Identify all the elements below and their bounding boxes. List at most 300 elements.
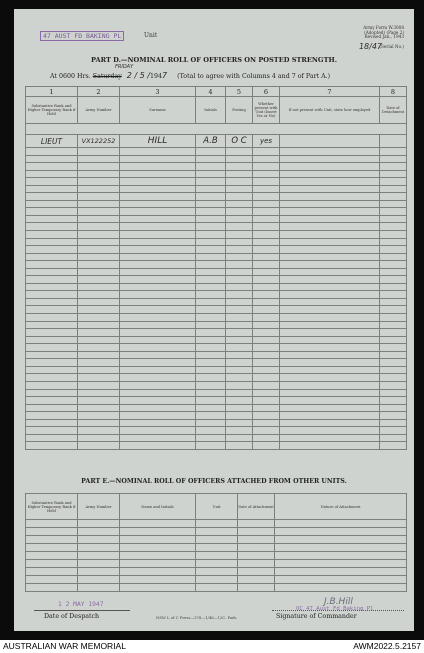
blank-cell bbox=[120, 389, 196, 397]
col-header: Nature of Attachment bbox=[275, 494, 407, 520]
year-printed: 194 bbox=[149, 73, 163, 80]
blank-row bbox=[26, 568, 407, 576]
blank-cell bbox=[26, 544, 78, 552]
blank-row bbox=[26, 170, 407, 178]
blank-cell bbox=[280, 298, 380, 306]
col-number: 6 bbox=[253, 87, 280, 97]
blank-cell bbox=[380, 434, 407, 442]
blank-cell bbox=[196, 148, 226, 156]
blank-cell bbox=[26, 193, 78, 201]
blank-cell bbox=[226, 276, 253, 284]
blank-cell bbox=[280, 238, 380, 246]
total-note: (Total to agree with Columns 4 and 7 of Part A.) bbox=[177, 73, 331, 80]
blank-cell bbox=[226, 155, 253, 163]
blank-cell bbox=[120, 321, 196, 329]
blank-cell bbox=[280, 381, 380, 389]
col-header: Army Number bbox=[78, 97, 120, 124]
blank-row bbox=[26, 336, 407, 344]
blank-cell bbox=[280, 276, 380, 284]
blank-cell bbox=[253, 412, 280, 420]
blank-cell bbox=[226, 404, 253, 412]
blank-cell bbox=[226, 351, 253, 359]
blank-cell bbox=[120, 261, 196, 269]
blank-cell bbox=[280, 404, 380, 412]
blank-row bbox=[26, 215, 407, 223]
blank-cell bbox=[226, 193, 253, 201]
year-hand: 7 bbox=[162, 71, 168, 80]
blank-cell bbox=[226, 344, 253, 352]
blank-cell bbox=[120, 366, 196, 374]
blank-cell bbox=[120, 520, 196, 528]
blank-row bbox=[26, 200, 407, 208]
blank-cell bbox=[196, 208, 226, 216]
blank-row bbox=[26, 576, 407, 584]
spacer-row bbox=[26, 124, 407, 135]
footer-left: AUSTRALIAN WAR MEMORIAL bbox=[3, 641, 126, 651]
blank-cell bbox=[78, 528, 120, 536]
blank-cell bbox=[253, 427, 280, 435]
blank-cell bbox=[120, 253, 196, 261]
blank-cell bbox=[26, 568, 78, 576]
blank-cell bbox=[380, 329, 407, 337]
form-id bbox=[363, 26, 404, 40]
blank-cell bbox=[280, 329, 380, 337]
blank-cell bbox=[253, 381, 280, 389]
blank-cell bbox=[120, 544, 196, 552]
blank-cell bbox=[26, 253, 78, 261]
blank-cell bbox=[120, 306, 196, 314]
blank-cell bbox=[253, 336, 280, 344]
blank-cell bbox=[380, 306, 407, 314]
blank-cell bbox=[226, 231, 253, 239]
entry-employment bbox=[280, 135, 380, 148]
blank-cell bbox=[275, 576, 407, 584]
blank-cell bbox=[78, 544, 120, 552]
blank-cell bbox=[226, 163, 253, 171]
blank-cell bbox=[78, 261, 120, 269]
blank-cell bbox=[26, 231, 78, 239]
blank-cell bbox=[78, 253, 120, 261]
blank-cell bbox=[196, 366, 226, 374]
blank-cell bbox=[238, 560, 275, 568]
blank-cell bbox=[120, 344, 196, 352]
blank-row bbox=[26, 193, 407, 201]
blank-cell bbox=[253, 434, 280, 442]
blank-cell bbox=[78, 366, 120, 374]
blank-cell bbox=[253, 155, 280, 163]
blank-cell bbox=[26, 528, 78, 536]
blank-cell bbox=[226, 427, 253, 435]
blank-cell bbox=[380, 351, 407, 359]
blank-cell bbox=[78, 283, 120, 291]
blank-row bbox=[26, 178, 407, 186]
blank-cell bbox=[26, 155, 78, 163]
blank-cell bbox=[238, 528, 275, 536]
blank-row bbox=[26, 321, 407, 329]
blank-row bbox=[26, 314, 407, 322]
blank-cell bbox=[120, 200, 196, 208]
blank-cell bbox=[238, 568, 275, 576]
blank-cell bbox=[380, 268, 407, 276]
blank-cell bbox=[226, 170, 253, 178]
blank-cell bbox=[280, 412, 380, 420]
blank-cell bbox=[78, 389, 120, 397]
blank-cell bbox=[226, 238, 253, 246]
blank-cell bbox=[78, 148, 120, 156]
blank-row bbox=[26, 520, 407, 528]
unit-stamp: 47 AUST FD BAKING PL bbox=[40, 31, 124, 41]
blank-cell bbox=[26, 434, 78, 442]
blank-cell bbox=[226, 246, 253, 254]
blank-row bbox=[26, 291, 407, 299]
form-id-line: Revised Jan., 1943 bbox=[364, 34, 404, 40]
blank-cell bbox=[380, 404, 407, 412]
blank-cell bbox=[380, 170, 407, 178]
blank-cell bbox=[280, 291, 380, 299]
blank-cell bbox=[196, 544, 238, 552]
blank-cell bbox=[78, 170, 120, 178]
entry-army-number: VX122252 bbox=[78, 135, 120, 148]
col-number: 3 bbox=[120, 87, 196, 97]
blank-cell bbox=[253, 170, 280, 178]
blank-cell bbox=[226, 442, 253, 450]
blank-cell bbox=[196, 231, 226, 239]
blank-cell bbox=[226, 374, 253, 382]
blank-cell bbox=[280, 397, 380, 405]
blank-cell bbox=[280, 155, 380, 163]
blank-cell bbox=[226, 419, 253, 427]
blank-cell bbox=[120, 359, 196, 367]
blank-cell bbox=[78, 155, 120, 163]
col-header: Surname bbox=[120, 97, 196, 124]
blank-cell bbox=[26, 170, 78, 178]
part-e-title: PART E.—NOMINAL ROLL OF OFFICERS ATTACHED FROM OTHER UNITS. bbox=[81, 478, 347, 485]
blank-cell bbox=[280, 223, 380, 231]
blank-cell bbox=[226, 200, 253, 208]
blank-cell bbox=[226, 321, 253, 329]
form-id-line: Army Form W.3008 bbox=[363, 25, 404, 30]
blank-row bbox=[26, 544, 407, 552]
blank-cell bbox=[253, 276, 280, 284]
blank-cell bbox=[253, 148, 280, 156]
blank-cell bbox=[26, 374, 78, 382]
col-header: Name and Initials bbox=[120, 494, 196, 520]
blank-cell bbox=[26, 276, 78, 284]
blank-cell bbox=[253, 291, 280, 299]
part-d-table bbox=[25, 86, 407, 450]
blank-cell bbox=[26, 283, 78, 291]
blank-cell bbox=[196, 238, 226, 246]
blank-cell bbox=[196, 291, 226, 299]
blank-cell bbox=[196, 185, 226, 193]
blank-cell bbox=[280, 185, 380, 193]
blank-cell bbox=[26, 185, 78, 193]
blank-cell bbox=[275, 552, 407, 560]
blank-cell bbox=[238, 536, 275, 544]
blank-row bbox=[26, 208, 407, 216]
blank-cell bbox=[26, 329, 78, 337]
blank-cell bbox=[120, 283, 196, 291]
blank-cell bbox=[280, 200, 380, 208]
blank-cell bbox=[196, 163, 226, 171]
blank-cell bbox=[120, 185, 196, 193]
blank-cell bbox=[196, 314, 226, 322]
blank-cell bbox=[78, 238, 120, 246]
blank-cell bbox=[226, 306, 253, 314]
form-page bbox=[14, 9, 414, 631]
blank-cell bbox=[253, 344, 280, 352]
blank-cell bbox=[253, 268, 280, 276]
blank-cell bbox=[120, 298, 196, 306]
col-header: Unit bbox=[196, 494, 238, 520]
blank-cell bbox=[196, 178, 226, 186]
blank-cell bbox=[120, 560, 196, 568]
blank-cell bbox=[120, 427, 196, 435]
blank-cell bbox=[238, 576, 275, 584]
blank-cell bbox=[78, 208, 120, 216]
blank-cell bbox=[253, 321, 280, 329]
blank-cell bbox=[78, 215, 120, 223]
blank-row bbox=[26, 351, 407, 359]
blank-row bbox=[26, 366, 407, 374]
blank-cell bbox=[253, 215, 280, 223]
blank-cell bbox=[380, 374, 407, 382]
blank-cell bbox=[78, 568, 120, 576]
blank-cell bbox=[380, 178, 407, 186]
blank-cell bbox=[253, 366, 280, 374]
blank-cell bbox=[253, 208, 280, 216]
blank-row bbox=[26, 552, 407, 560]
blank-cell bbox=[120, 584, 196, 592]
blank-cell bbox=[196, 246, 226, 254]
blank-cell bbox=[253, 223, 280, 231]
blank-cell bbox=[280, 374, 380, 382]
blank-cell bbox=[26, 560, 78, 568]
blank-cell bbox=[380, 163, 407, 171]
blank-cell bbox=[280, 208, 380, 216]
blank-cell bbox=[78, 404, 120, 412]
blank-cell bbox=[196, 223, 226, 231]
blank-cell bbox=[196, 261, 226, 269]
blank-row bbox=[26, 427, 407, 435]
blank-row bbox=[26, 560, 407, 568]
blank-cell bbox=[196, 397, 226, 405]
blank-cell bbox=[26, 366, 78, 374]
blank-cell bbox=[196, 321, 226, 329]
blank-cell bbox=[26, 427, 78, 435]
blank-cell bbox=[120, 536, 196, 544]
despatch-date-stamp: 1 2 MAY 1947 bbox=[58, 601, 104, 608]
blank-cell bbox=[78, 329, 120, 337]
blank-cell bbox=[78, 298, 120, 306]
blank-cell bbox=[380, 253, 407, 261]
printer-line: NSW L of C Press—378—1/46—12C. Pads bbox=[156, 615, 237, 620]
blank-cell bbox=[196, 434, 226, 442]
blank-cell bbox=[120, 223, 196, 231]
blank-cell bbox=[120, 291, 196, 299]
blank-cell bbox=[26, 178, 78, 186]
blank-cell bbox=[26, 576, 78, 584]
col-header: Posting bbox=[226, 97, 253, 124]
form-id-line: (Adopted) (Page 2) bbox=[364, 29, 404, 35]
blank-cell bbox=[280, 321, 380, 329]
col-number: 8 bbox=[380, 87, 407, 97]
blank-row bbox=[26, 374, 407, 382]
blank-cell bbox=[196, 404, 226, 412]
part-d-title: PART D.—NOMINAL ROLL OF OFFICERS ON POSTED STRENGTH. bbox=[90, 56, 337, 64]
blank-cell bbox=[253, 283, 280, 291]
blank-cell bbox=[78, 306, 120, 314]
blank-cell bbox=[280, 306, 380, 314]
blank-cell bbox=[275, 544, 407, 552]
blank-cell bbox=[226, 359, 253, 367]
blank-cell bbox=[120, 568, 196, 576]
blank-cell bbox=[120, 314, 196, 322]
struck-day: Saturday bbox=[92, 73, 122, 80]
blank-cell bbox=[78, 344, 120, 352]
blank-cell bbox=[26, 291, 78, 299]
blank-cell bbox=[380, 261, 407, 269]
blank-cell bbox=[253, 359, 280, 367]
blank-cell bbox=[275, 560, 407, 568]
blank-row bbox=[26, 163, 407, 171]
blank-cell bbox=[78, 193, 120, 201]
blank-cell bbox=[226, 397, 253, 405]
entry-present: yes bbox=[253, 135, 280, 148]
blank-cell bbox=[78, 552, 120, 560]
blank-cell bbox=[26, 536, 78, 544]
blank-cell bbox=[120, 215, 196, 223]
blank-cell bbox=[196, 442, 226, 450]
blank-cell bbox=[380, 276, 407, 284]
blank-cell bbox=[78, 520, 120, 528]
blank-cell bbox=[253, 246, 280, 254]
col-header: Substantive Rank and Higher Temporary Rank if Held bbox=[26, 494, 78, 520]
column-header-row bbox=[26, 494, 407, 520]
blank-row bbox=[26, 231, 407, 239]
blank-row bbox=[26, 253, 407, 261]
blank-cell bbox=[196, 336, 226, 344]
blank-cell bbox=[78, 359, 120, 367]
blank-cell bbox=[253, 261, 280, 269]
blank-row bbox=[26, 584, 407, 592]
blank-cell bbox=[196, 584, 238, 592]
blank-cell bbox=[380, 148, 407, 156]
blank-cell bbox=[120, 231, 196, 239]
blank-cell bbox=[120, 419, 196, 427]
blank-cell bbox=[280, 389, 380, 397]
blank-cell bbox=[280, 344, 380, 352]
blank-cell bbox=[120, 148, 196, 156]
col-header: Initials bbox=[196, 97, 226, 124]
blank-cell bbox=[120, 576, 196, 584]
blank-cell bbox=[275, 536, 407, 544]
blank-cell bbox=[380, 442, 407, 450]
blank-cell bbox=[26, 389, 78, 397]
blank-cell bbox=[26, 223, 78, 231]
blank-row bbox=[26, 434, 407, 442]
blank-cell bbox=[196, 427, 226, 435]
blank-cell bbox=[120, 374, 196, 382]
blank-cell bbox=[226, 261, 253, 269]
blank-cell bbox=[238, 584, 275, 592]
blank-cell bbox=[26, 442, 78, 450]
blank-cell bbox=[226, 148, 253, 156]
blank-cell bbox=[120, 329, 196, 337]
blank-cell bbox=[78, 268, 120, 276]
blank-cell bbox=[120, 351, 196, 359]
blank-cell bbox=[226, 253, 253, 261]
blank-cell bbox=[253, 306, 280, 314]
blank-cell bbox=[280, 268, 380, 276]
column-header-row bbox=[26, 97, 407, 124]
blank-cell bbox=[226, 291, 253, 299]
blank-row bbox=[26, 404, 407, 412]
blank-cell bbox=[26, 246, 78, 254]
time-line bbox=[50, 71, 330, 80]
blank-cell bbox=[120, 434, 196, 442]
blank-cell bbox=[120, 412, 196, 420]
footer-right: AWM2022.5.2157 bbox=[353, 641, 421, 651]
blank-cell bbox=[253, 185, 280, 193]
blank-cell bbox=[26, 238, 78, 246]
blank-row bbox=[26, 223, 407, 231]
blank-cell bbox=[26, 298, 78, 306]
blank-row bbox=[26, 412, 407, 420]
serial-number: 18/47 bbox=[358, 42, 382, 51]
blank-cell bbox=[78, 223, 120, 231]
blank-cell bbox=[196, 374, 226, 382]
blank-cell bbox=[380, 419, 407, 427]
blank-cell bbox=[280, 246, 380, 254]
blank-cell bbox=[280, 442, 380, 450]
blank-row bbox=[26, 419, 407, 427]
blank-cell bbox=[253, 193, 280, 201]
part-e-table bbox=[25, 493, 407, 592]
blank-cell bbox=[280, 351, 380, 359]
blank-cell bbox=[280, 434, 380, 442]
blank-cell bbox=[226, 268, 253, 276]
col-header: Date of Attachment bbox=[238, 494, 275, 520]
blank-cell bbox=[196, 381, 226, 389]
blank-cell bbox=[280, 148, 380, 156]
blank-cell bbox=[253, 442, 280, 450]
blank-cell bbox=[280, 178, 380, 186]
blank-cell bbox=[280, 163, 380, 171]
blank-cell bbox=[78, 419, 120, 427]
blank-cell bbox=[120, 528, 196, 536]
blank-cell bbox=[120, 336, 196, 344]
blank-cell bbox=[78, 427, 120, 435]
blank-row bbox=[26, 329, 407, 337]
blank-cell bbox=[226, 178, 253, 186]
blank-cell bbox=[280, 336, 380, 344]
blank-cell bbox=[253, 314, 280, 322]
blank-cell bbox=[380, 397, 407, 405]
blank-cell bbox=[196, 193, 226, 201]
blank-cell bbox=[280, 215, 380, 223]
blank-cell bbox=[78, 185, 120, 193]
blank-cell bbox=[380, 298, 407, 306]
blank-row bbox=[26, 246, 407, 254]
blank-row bbox=[26, 298, 407, 306]
blank-cell bbox=[120, 208, 196, 216]
blank-cell bbox=[196, 552, 238, 560]
col-number: 4 bbox=[196, 87, 226, 97]
col-header: Substantive Rank and Higher Temporary Rank if Held bbox=[26, 97, 78, 124]
blank-cell bbox=[380, 291, 407, 299]
blank-cell bbox=[26, 584, 78, 592]
